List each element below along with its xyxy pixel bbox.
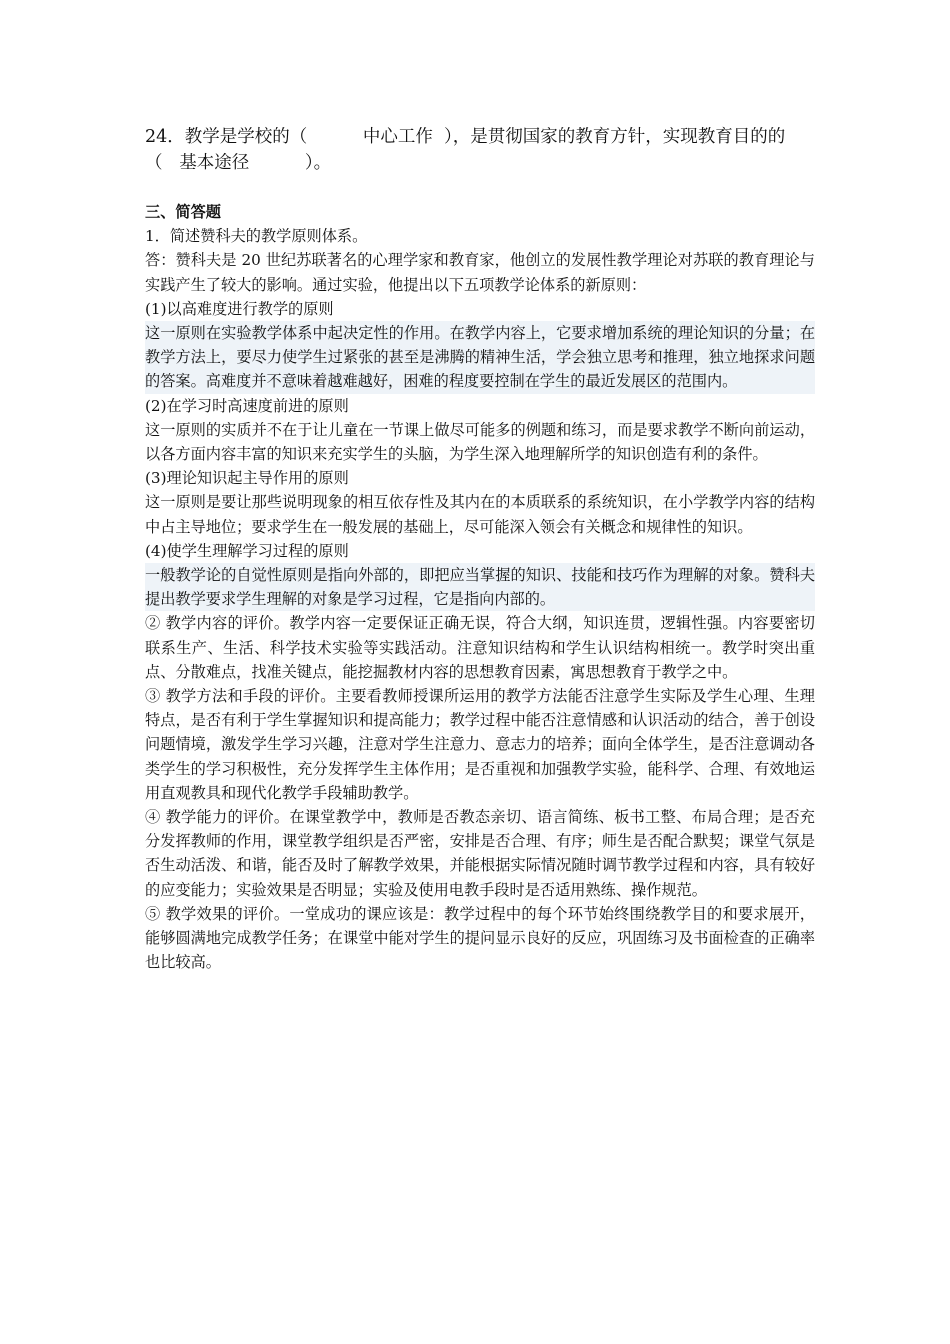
- answer-intro: 答：赞科夫是 20 世纪苏联著名的心理学家和教育家，他创立的发展性教学理论对苏联的教育理论与实践产生了较大的影响。通过实验，他提出以下五项教学论体系的新原则：: [145, 251, 815, 294]
- evaluation-methods: ③ 教学方法和手段的评价。主要看教师授课所运用的教学方法能否注意学生实际及学生心理、生理特点，是否有利于学生掌握知识和提高能力；教学过程中能否注意情感和认识活动的结合，善于创设问题情境，激发学生学习兴趣，注意对学生注意力、意志力的培养；面向全体学生，是否注意调动各类学生的学习积极性，充分发挥学生主体作用；是否重视和加强教学实验，能科学、合理、有效地运用直观教具和现代化教学手段辅助教学。: [145, 687, 815, 802]
- question-24-line-2: （ 基本途径 ）。: [145, 153, 332, 173]
- section-heading: 三、简答题: [145, 203, 221, 221]
- question-24-line-1: 24．教学是学校的（ 中心工作 ），是贯彻国家的教育方针，实现教育目的的: [145, 127, 786, 147]
- question-1-prompt: 1．简述赞科夫的教学原则体系。: [145, 227, 368, 246]
- principle-4-title: (4)使学生理解学习过程的原则: [145, 541, 349, 560]
- principle-3-title: (3)理论知识起主导作用的原则: [145, 469, 349, 488]
- principle-4-text: 一般教学论的自觉性原则是指向外部的，即把应当掌握的知识、技能和技巧作为理解的对象。赞科夫提出教学要求学生理解的对象是学习过程，它是指向内部的。: [145, 563, 815, 611]
- principle-3-text: 这一原则是要让那些说明现象的相互依存性及其内在的本质联系的系统知识，在小学教学内容的结构中占主导地位；要求学生在一般发展的基础上，尽可能深入领会有关概念和规律性的知识。: [145, 493, 815, 536]
- short-answer-section: [145, 200, 815, 975]
- evaluation-content: ② 教学内容的评价。教学内容一定要保证正确无误，符合大纲，知识连贯，逻辑性强。内容要密切联系生产、生活、科学技术实验等实践活动。注意知识结构和学生认识结构相统一。教学时突出重点、分散难点，找准关键点，能挖掘教材内容的思想教育因素，寓思想教育于教学之中。: [145, 614, 815, 681]
- evaluation-effect: ⑤ 教学效果的评价。一堂成功的课应该是：教学过程中的每个环节始终围绕教学目的和要求展开，能够圆满地完成教学任务；在课堂中能对学生的提问显示良好的反应，巩固练习及书面检查的正确率也比较高。: [145, 904, 815, 972]
- question-24: [145, 124, 825, 176]
- principle-2-title: (2)在学习时高速度前进的原则: [145, 396, 349, 415]
- principle-1-text: 这一原则在实验教学体系中起决定性的作用。在教学内容上，它要求增加系统的理论知识的分量；在教学方法上，要尽力使学生过紧张的甚至是沸腾的精神生活，学会独立思考和推理，独立地探求问题的答案。高难度并不意味着越难越好，困难的程度要控制在学生的最近发展区的范围内。: [145, 321, 815, 394]
- principle-1-title: (1)以高难度进行教学的原则: [145, 299, 334, 318]
- principle-2-text: 这一原则的实质并不在于让儿童在一节课上做尽可能多的例题和练习，而是要求教学不断向前运动，以各方面内容丰富的知识来充实学生的头脑，为学生深入地理解所学的知识创造有利的条件。: [145, 420, 815, 464]
- evaluation-ability: ④ 教学能力的评价。在课堂教学中，教师是否教态亲切、语言简练、板书工整、布局合理；是否充分发挥教师的作用，课堂教学组织是否严密，安排是否合理、有序；师生是否配合默契；课堂气氛是否生动活泼、和谐，能否及时了解教学效果，并能根据实际情况随时调节教学过程和内容，具有较好的应变能力；实验效果是否明显；实验及使用电教手段时是否适用熟练、操作规范。: [145, 808, 815, 899]
